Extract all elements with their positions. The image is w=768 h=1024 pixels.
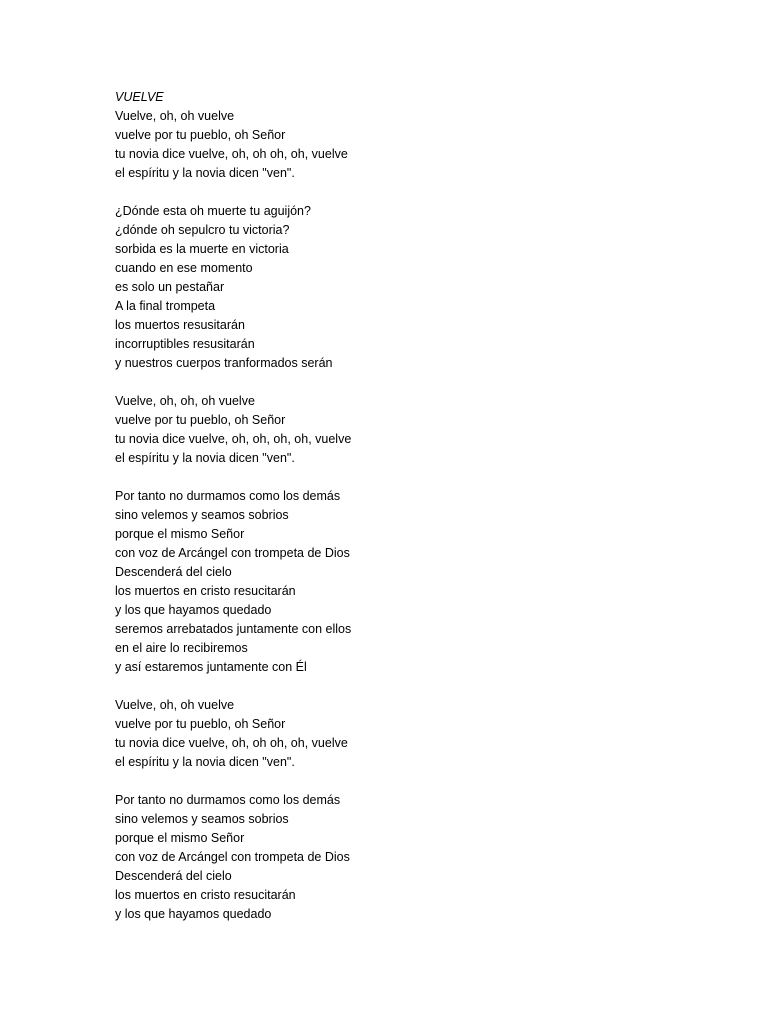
stanza: [115, 791, 351, 924]
lyric-line: vuelve por tu pueblo, oh Señor: [115, 128, 286, 142]
lyric-line: Por tanto no durmamos como los demás: [115, 793, 341, 807]
lyric-line: Vuelve, oh, oh vuelve: [115, 698, 235, 712]
lyric-line: y así estaremos juntamente con Él: [115, 660, 307, 674]
lyric-line: porque el mismo Señor: [115, 831, 245, 845]
lyric-line: ¿dónde oh sepulcro tu victoria?: [115, 223, 290, 237]
stanza: [115, 107, 351, 183]
lyric-line: el espíritu y la novia dicen "ven".: [115, 755, 295, 769]
lyric-line: A la final trompeta: [115, 299, 216, 313]
lyric-line: y los que hayamos quedado: [115, 603, 272, 617]
lyric-line: y nuestros cuerpos tranformados serán: [115, 356, 333, 370]
lyric-line: con voz de Arcángel con trompeta de Dios: [115, 546, 350, 560]
lyric-line: sino velemos y seamos sobrios: [115, 508, 289, 522]
song-title: VUELVE: [115, 90, 164, 104]
lyric-line: seremos arrebatados juntamente con ellos: [115, 622, 352, 636]
stanza-separator: [115, 373, 351, 392]
lyric-line: el espíritu y la novia dicen "ven".: [115, 451, 295, 465]
lyric-line: tu novia dice vuelve, oh, oh oh, oh, vuelve: [115, 736, 348, 750]
lyric-line: Vuelve, oh, oh, oh vuelve: [115, 394, 255, 408]
lyric-line: Por tanto no durmamos como los demás: [115, 489, 341, 503]
lyric-line: con voz de Arcángel con trompeta de Dios: [115, 850, 350, 864]
stanza-separator: [115, 677, 351, 696]
lyric-line: y los que hayamos quedado: [115, 907, 272, 921]
lyric-line: sino velemos y seamos sobrios: [115, 812, 289, 826]
stanza: [115, 487, 351, 677]
lyric-line: vuelve por tu pueblo, oh Señor: [115, 717, 286, 731]
lyric-line: tu novia dice vuelve, oh, oh oh, oh, vuelve: [115, 147, 348, 161]
lyric-line: cuando en ese momento: [115, 261, 253, 275]
lyric-line: vuelve por tu pueblo, oh Señor: [115, 413, 286, 427]
lyric-line: porque el mismo Señor: [115, 527, 245, 541]
lyric-line: incorruptibles resusitarán: [115, 337, 255, 351]
stanza-separator: [115, 772, 351, 791]
stanza-separator: [115, 183, 351, 202]
lyric-line: el espíritu y la novia dicen "ven".: [115, 166, 295, 180]
lyric-line: los muertos en cristo resucitarán: [115, 888, 296, 902]
stanza-separator: [115, 468, 351, 487]
lyric-line: en el aire lo recibiremos: [115, 641, 248, 655]
lyrics-body: [115, 88, 351, 924]
lyric-line: Descenderá del cielo: [115, 869, 232, 883]
stanza: [115, 696, 351, 772]
stanza: [115, 202, 351, 373]
lyric-line: es solo un pestañar: [115, 280, 225, 294]
lyric-line: los muertos en cristo resucitarán: [115, 584, 296, 598]
lyric-line: Descenderá del cielo: [115, 565, 232, 579]
lyric-line: Vuelve, oh, oh vuelve: [115, 109, 235, 123]
lyric-line: sorbida es la muerte en victoria: [115, 242, 289, 256]
lyric-line: tu novia dice vuelve, oh, oh, oh, oh, vuelve: [115, 432, 352, 446]
lyric-line: los muertos resusitarán: [115, 318, 245, 332]
lyric-line: ¿Dónde esta oh muerte tu aguijón?: [115, 204, 311, 218]
stanza: [115, 392, 351, 468]
